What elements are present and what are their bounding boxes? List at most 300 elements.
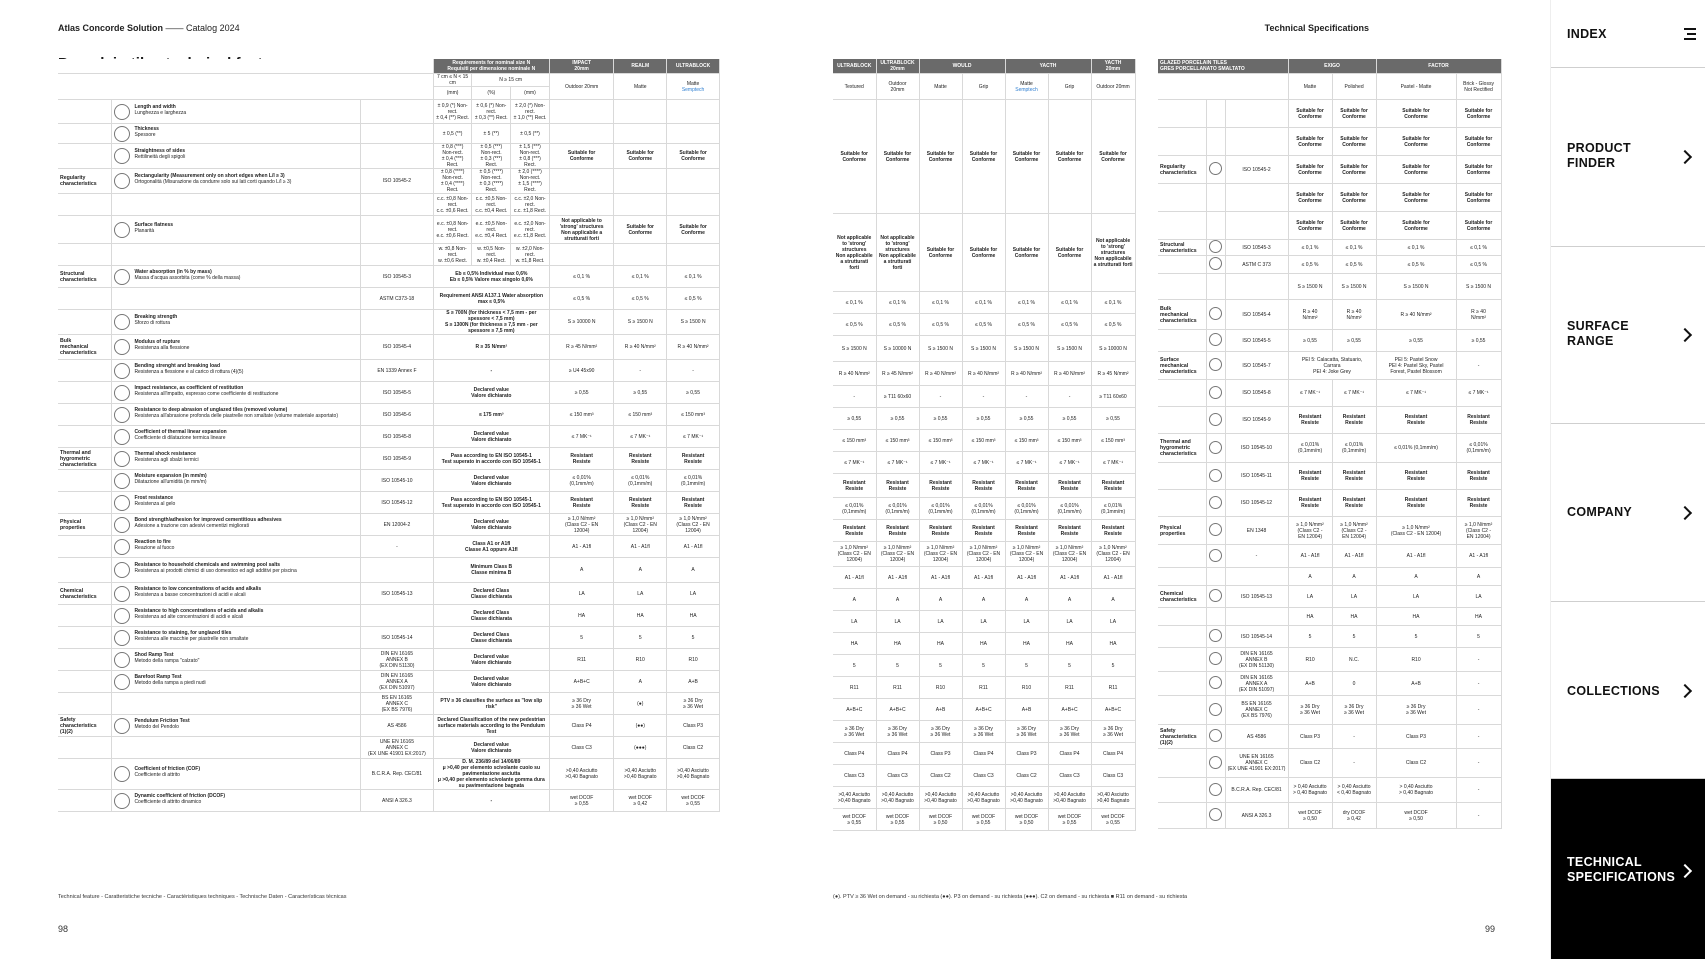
category-label [58,759,112,790]
spec-value: ≤ 0,01% (0,1mm/m) [876,498,919,520]
category-label [58,404,112,426]
factor-value: ≤ 0,01% (0,1mm/m) [1376,434,1456,463]
feature-name: Resistance to deep abrasion of unglazed tiles (removed volume) [134,406,288,413]
category-label [58,426,112,448]
requirement-value: R ≥ 35 N/mm² [433,335,549,360]
factor-value: - [1456,352,1501,380]
impact-value: A1 - A1fl [549,536,614,558]
sidebar-item-surface-range[interactable] [1551,247,1705,424]
spec-value: wet DCOF ≥ 0,55 [876,809,919,831]
category-label [58,470,112,492]
test-icon [114,269,130,285]
feature-name: Rectangularity (Measurement only on short edges when L/l ≥ 3) [134,173,285,179]
exigo-value: Resistant Resiste [1332,490,1376,517]
standard-label: ISO 10545-5 [361,382,434,404]
exigo-value: - [1332,749,1376,778]
factor-value: ≤ 0,1 % [1456,240,1501,256]
realm-value: A1 - A1fl [614,536,667,558]
exigo-value: dry DCOF ≥ 0,42 [1332,803,1376,829]
standard-label: ISO 10545-14 [1225,626,1288,648]
table-row [58,124,720,144]
factor-value: - [1456,749,1501,778]
finish-name: Grip [1064,83,1075,90]
standard-label: ISO 10545-2 [1225,156,1288,184]
feature-cell [112,448,361,470]
feature-cell [112,100,361,124]
feature-name-it: Metodo della rampa a piedi nudi [134,679,206,686]
table-row [1158,128,1501,156]
empty-header-cell [58,59,433,74]
factor-value: Suitable for Conforme [1376,100,1456,128]
requirement-value: PTV ≥ 36 classifies the surface as "low slip risk" [433,693,549,715]
feature-cell [112,671,361,693]
spec-value: R11 [876,677,919,699]
standard-label [361,244,434,266]
category-label [1158,490,1206,517]
feature-name-it: Resistenza all'impatto, espresso come coefficiente di restituzione [134,390,279,397]
realm-value: >0,40 Asciutto >0,40 Bagnato [614,759,667,790]
factor-header: FACTOR [1376,59,1501,74]
exigo-value: Resistant Resiste [1332,407,1376,434]
finish-label: Pastel - Matte [1376,74,1456,100]
feature-name-it: Resistenza alla flessione [134,345,190,351]
factor-value: Class P3 [1376,725,1456,749]
realm-value: A [614,671,667,693]
impact-value: Suitable for Conforme [549,144,614,169]
feature-name: Thermal shock resistance [134,450,196,457]
ultrablock-value [667,244,720,266]
table-row [833,765,1135,787]
icon-cell [1206,672,1225,696]
exigo-value: ≥ 36 Dry ≥ 36 Wet [1332,696,1376,725]
test-icon [1209,729,1222,742]
category-label: Physical properties [1158,517,1206,545]
realm-value: ≤ 7 MK⁻¹ [614,426,667,448]
sidebar-item-index[interactable] [1551,0,1705,68]
category-label: Thermal and hygrometric characteristics [58,448,112,470]
sidebar-item-label: INDEX [1567,27,1607,41]
factor-value: R ≥ 40 N/mm² [1456,300,1501,330]
spec-value: Class C2 [919,765,962,787]
test-icon [114,473,130,489]
factor-value: ≤ 0,5 % [1456,256,1501,274]
standard-label: ISO 10545-4 [361,335,434,360]
test-icon [1209,333,1222,346]
table-row [1158,608,1501,626]
ultrablock-value: Resistant Resiste [667,448,720,470]
ultrablock-value: Resistant Resiste [667,492,720,514]
spec-value: 5 [1091,655,1135,677]
table-row [1158,380,1501,407]
category-label: Bulk mechanical characteristics [1158,300,1206,330]
icon-cell [1206,517,1225,545]
spec-value: ≤ 0,1 % [1048,292,1091,314]
standard-label: ISO 10545-9 [361,448,434,470]
spec-value: ≥ 0,55 [1048,408,1091,430]
realm-header: REALM [614,59,667,74]
spec-value: ≤ 0,01% (0,1mm/m) [1005,498,1048,520]
exigo-value: ≤ 0,1 % [1288,240,1332,256]
feature-cell [112,310,361,335]
ultrablock-value: 5 [667,627,720,649]
requirement-value: Minimum Class B Classe minima B [433,558,549,583]
icon-cell [1206,407,1225,434]
ultrablock-sub [667,74,720,100]
category-label [58,627,112,649]
finish-label: Matte [1288,74,1332,100]
spec-value: S ≥ 10000 N [1091,336,1135,362]
impact-value: Class C3 [549,737,614,759]
spec-value: ≤ 0,01% (0,1mm/m) [962,498,1005,520]
spec-value: S ≥ 1500 N [1005,336,1048,362]
spec-value: Resistant Resiste [876,520,919,542]
impact-value: >0,40 Asciutto >0,40 Bagnato [549,759,614,790]
table-row [833,214,1135,292]
category-label [58,558,112,583]
icon-cell [1206,100,1225,128]
icon-cell [1206,803,1225,829]
icon-cell [1206,274,1225,300]
spec-value: LA [1091,611,1135,633]
feature-cell [112,492,361,514]
spec-value: ≤ 150 mm³ [962,430,1005,452]
factor-value: A [1376,568,1456,586]
feature-cell [112,558,361,583]
finish-name: Matte [1020,80,1033,87]
standard-label: AS 4586 [1225,725,1288,749]
spec-value: A1 - A1fl [833,567,876,589]
test-icon [114,339,130,355]
standard-label: EN 1348 [1225,517,1288,545]
category-label [1158,212,1206,240]
factor-value: ≤ 7 MK⁻¹ [1456,380,1501,407]
category-label [1158,568,1206,586]
table-row [1158,274,1501,300]
icon-cell [1206,626,1225,648]
ultrablock-value: ≥ 36 Dry ≥ 36 Wet [667,693,720,715]
spec-value: Resistant Resiste [1048,520,1091,542]
spec-value: Suitable for Conforme [1048,100,1091,214]
spec-value: R10 [1005,677,1048,699]
realm-value: wet DCOF ≥ 0,42 [614,790,667,812]
factor-value: - [1456,803,1501,829]
table-row [58,583,720,605]
feature-cell [112,360,361,382]
spec-value: wet DCOF ≥ 0,55 [962,809,1005,831]
spec-value: A+B+C [1048,699,1091,721]
requirement-large-pct: ± 0,6 (*) Non-rect. ± 0,3 (**) Rect. [472,100,511,124]
table-row [58,649,720,671]
feature-name-it: Resistenza alle macchie per piastrelle non smaltate [134,635,249,642]
ultrablock-value: S ≥ 1500 N [667,310,720,335]
spec-value: R10 [919,677,962,699]
ultrablock-value: Suitable for Conforme [667,216,720,244]
spec-value: - [833,386,876,408]
standard-label: ISO 10545-5 [1225,330,1288,352]
feature-name-it: Resistenza al gelo [134,500,176,507]
spec-value: R ≥ 40 N/mm² [962,362,1005,386]
exigo-value: > 0,40 Asciutto > 0,40 Bagnato [1288,778,1332,803]
requirement-value: Declared Class Classe dichiarata [433,583,549,605]
factor-value: PEI 5: Pastel Snow PEI 4: Pastel Sky, Pastel Forest, Pastel Blossom [1376,352,1456,380]
chevron-right-icon [1678,150,1692,164]
sidebar-item-product-finder[interactable] [1551,68,1705,247]
factor-value: HA [1376,608,1456,626]
icon-cell [1206,156,1225,184]
factor-value: LA [1376,586,1456,608]
spec-value: Suitable for Conforme [1005,100,1048,214]
spec-value: A [876,589,919,611]
category-label [58,310,112,335]
realm-value [614,244,667,266]
exigo-value: A [1332,568,1376,586]
yacth-header: YACTH [1005,59,1091,74]
feature-name: Reaction to fire [134,538,171,545]
feature-cell [112,627,361,649]
requirement-large-mm: e.c. ±2,0 Non-rect. e.c. ±1,8 Rect. [511,216,550,244]
factor-value: Suitable for Conforme [1376,128,1456,156]
factor-value: S ≥ 1500 N [1456,274,1501,300]
requirement-large-pct: c.c. ±0,5 Non-rect. c.c. ±0,4 Rect. [472,194,511,216]
requirement-value: Declared value Valore dichiarato [433,514,549,536]
table-row [58,288,720,310]
exigo-value: Resistant Resiste [1288,463,1332,490]
spec-value: Resistant Resiste [1048,474,1091,498]
size-large: N ≥ 15 cm [472,74,549,87]
feature-name-it: Resistenza a flessione e al carico di rottura (4)(5) [134,368,244,375]
left-table [58,59,720,812]
spec-value: R ≥ 40 N/mm² [1005,362,1048,386]
icon-cell [1206,240,1225,256]
test-icon [114,429,130,445]
category-label [1158,626,1206,648]
chevron-right-icon [1678,684,1692,698]
category-label [58,671,112,693]
spec-value: S ≥ 1500 N [1048,336,1091,362]
spec-value: Resistant Resiste [833,474,876,498]
test-icon [114,652,130,668]
factor-value: Suitable for Conforme [1376,184,1456,212]
exigo-value: ≤ 7 MK⁻¹ [1288,380,1332,407]
spec-value: S ≥ 1500 N [919,336,962,362]
standard-label [1225,274,1288,300]
exigo-value: Class P3 [1288,725,1332,749]
spec-value: LA [1005,611,1048,633]
spec-value: R11 [1048,677,1091,699]
standard-label [1225,568,1288,586]
table-row [1158,352,1501,380]
table-row [833,611,1135,633]
feature-name-it: Ortogonalità (Misurazione da condurre solo sui lati corti quando L/l ≥ 3) [134,179,292,185]
standard-label: - [361,536,434,558]
table-row [833,677,1135,699]
spec-value: Resistant Resiste [876,474,919,498]
feature-name-it: Metodo della rampa "calzato" [134,657,200,664]
sidebar-item-company[interactable] [1551,424,1705,602]
sidebar-item-technical-specifications[interactable] [1551,779,1705,959]
feature-name-it: Planarità [134,227,155,234]
spec-value: Not applicable to 'strong' structures Non applicabile a strutturati forti [833,214,876,292]
impact-value: R ≥ 45 N/mm² [549,335,614,360]
spec-value: R ≥ 45 N/mm² [1091,362,1135,386]
spec-value: ≥ 0,55 [833,408,876,430]
spec-value: Class C3 [876,765,919,787]
requirement-value: - [433,360,549,382]
ultrablock-sub-label: Matte [686,80,700,87]
factor-value: - [1456,672,1501,696]
requirement-small: c.c. ±0,8 Non-rect. c.c. ±0,6 Rect. [433,194,472,216]
category-label [58,536,112,558]
test-icon [1209,523,1222,536]
factor-value: ≥ 1,0 N/mm² (Class C2 - EN 12004) [1376,517,1456,545]
spec-value: A1 - A1fl [876,567,919,589]
catalog-label: Catalog 2024 [186,23,240,33]
requirement-value: Declared Class Classe dichiarata [433,605,549,627]
ultrablock-value: >0,40 Asciutto >0,40 Bagnato [667,759,720,790]
spec-value: Suitable for Conforme [1005,214,1048,292]
finish-name: Outdoor 20mm [1096,83,1130,90]
feature-name-it: Resistenza agli sbalzi termici [134,456,199,463]
impact-value: HA [549,605,614,627]
spec-value: 5 [1005,655,1048,677]
spec-value: R11 [833,677,876,699]
spec-value: ≥ 36 Dry ≥ 36 Wet [1091,721,1135,743]
feature-name-it: Lunghezza e larghezza [134,109,187,116]
category-label [58,382,112,404]
standard-label: DIN EN 16165 ANNEX A (EX DIN 51097) [361,671,434,693]
standard-label: DIN EN 16165 ANNEX B (EX DIN 51130) [1225,648,1288,672]
category-label [1158,648,1206,672]
category-label [1158,696,1206,725]
menu-icon[interactable] [1684,28,1696,43]
table-row [58,266,720,288]
table-row [833,100,1135,214]
spec-value: Class P4 [876,743,919,765]
standard-label [361,100,434,124]
table-row [833,452,1135,474]
spec-value: A [1005,589,1048,611]
standard-label: ISO 10545-14 [361,627,434,649]
standard-label: AS 4586 [361,715,434,737]
realm-value: (●●●) [614,737,667,759]
feature-name: Pendulum Friction Test [134,717,190,724]
table-row [833,408,1135,430]
impact-value: ≤ 150 mm³ [549,404,614,426]
table-row [833,542,1135,567]
spec-value: Resistant Resiste [1091,474,1135,498]
impact-value [549,124,614,144]
ultrablock-value: Class C2 [667,737,720,759]
category-label [58,492,112,514]
ultrablock-value: ≤ 0,01% (0,1mm/m) [667,470,720,492]
spec-value: Suitable for Conforme [876,100,919,214]
requirement-value: Pass according to EN ISO 10545-1 Test superato in accordo con ISO 10545-1 [433,492,549,514]
table-row [833,743,1135,765]
icon-cell [1206,696,1225,725]
factor-value: - [1456,725,1501,749]
spec-value: >0,40 Asciutto >0,40 Bagnato [962,787,1005,809]
spec-value: Resistant Resiste [1005,474,1048,498]
sidebar-item-label: TECHNICAL SPECIFICATIONS [1567,855,1676,884]
requirement-value: Eb ≤ 0,5% Individual max 0,6% Eb ≤ 0,5% Valore max singolo 0,6% [433,266,549,288]
test-icon [1209,413,1222,426]
requirement-value: Declared value Valore dichiarato [433,470,549,492]
chevron-right-icon [1678,328,1692,342]
factor-value: ≥ 1,0 N/mm² (Class C2 - EN 12004) [1456,517,1501,545]
exigo-value: Suitable for Conforme [1288,100,1332,128]
spec-value: A [1091,589,1135,611]
standard-label [361,216,434,244]
table-row [1158,749,1501,778]
test-icon [114,586,130,602]
impact-value: ≥ 1,0 N/mm² (Class C2 - EN 12004) [549,514,614,536]
category-label: Surface mechanical characteristics [1158,352,1206,380]
factor-value: Class C2 [1376,749,1456,778]
spec-value: Class C3 [1048,765,1091,787]
requirement-large-pct: ± 0,5 (****) Non-rect. ± 0,3 (****) Rect. [472,169,511,194]
table-row [58,100,720,124]
spec-value: 5 [1048,655,1091,677]
requirement-value: Declared value Valore dichiarato [433,649,549,671]
factor-value: - [1456,696,1501,725]
spec-value: A1 - A1fl [1091,567,1135,589]
requirement-large-mm: ± 2,0 (*) Non-rect. ± 1,0 (**) Rect. [511,100,550,124]
table-row [1158,490,1501,517]
spec-value: A [919,589,962,611]
spec-value: Resistant Resiste [919,474,962,498]
test-icon [1209,441,1222,454]
requirement-small: ± 0,9 (*) Non-rect. ± 0,4 (**) Rect. [433,100,472,124]
icon-cell [1206,608,1225,626]
standard-label [1225,184,1288,212]
feature-name: Barefoot Ramp Test [134,673,182,680]
factor-value: > 0,40 Asciutto > 0,40 Bagnato [1376,778,1456,803]
impact-header: IMPACT 20mm [549,59,614,74]
test-icon [114,407,130,423]
feature-cell [112,514,361,536]
spec-value: wet DCOF ≥ 0,55 [1091,809,1135,831]
impact-value: Resistant Resiste [549,448,614,470]
spec-value: Resistant Resiste [919,520,962,542]
feature-name: Resistance to household chemicals and swimming pool salts [134,562,281,568]
standard-label: ASTM C 373 [1225,256,1288,274]
factor-value: LA [1456,586,1501,608]
impact-value [549,244,614,266]
category-label [58,124,112,144]
ultrablock-value: - [667,360,720,382]
category-label [1158,803,1206,829]
realm-value: ≥ 0,55 [614,382,667,404]
test-icon [1209,756,1222,769]
semptech-label: Semptech [1015,86,1038,93]
realm-value: A [614,558,667,583]
feature-name-it: Coefficiente di attrito [134,772,180,778]
test-icon [114,451,130,467]
category-label: Safety characteristics (1)(2) [58,715,112,737]
feature-cell [112,605,361,627]
standard-label [361,124,434,144]
spec-value: HA [1091,633,1135,655]
standard-label: ISO 10545-6 [361,404,434,426]
sidebar-item-collections[interactable] [1551,602,1705,779]
sidebar-item-label: COLLECTIONS [1567,684,1660,698]
spec-value: 5 [876,655,919,677]
ultrablock-value: wet DCOF ≥ 0,55 [667,790,720,812]
table-row [833,314,1135,336]
realm-value: - [614,360,667,382]
spec-value: ≥ 1,0 N/mm² (Class C2 - EN 12004) [1005,542,1048,567]
category-label: Thermal and hygrometric characteristics [1158,434,1206,463]
